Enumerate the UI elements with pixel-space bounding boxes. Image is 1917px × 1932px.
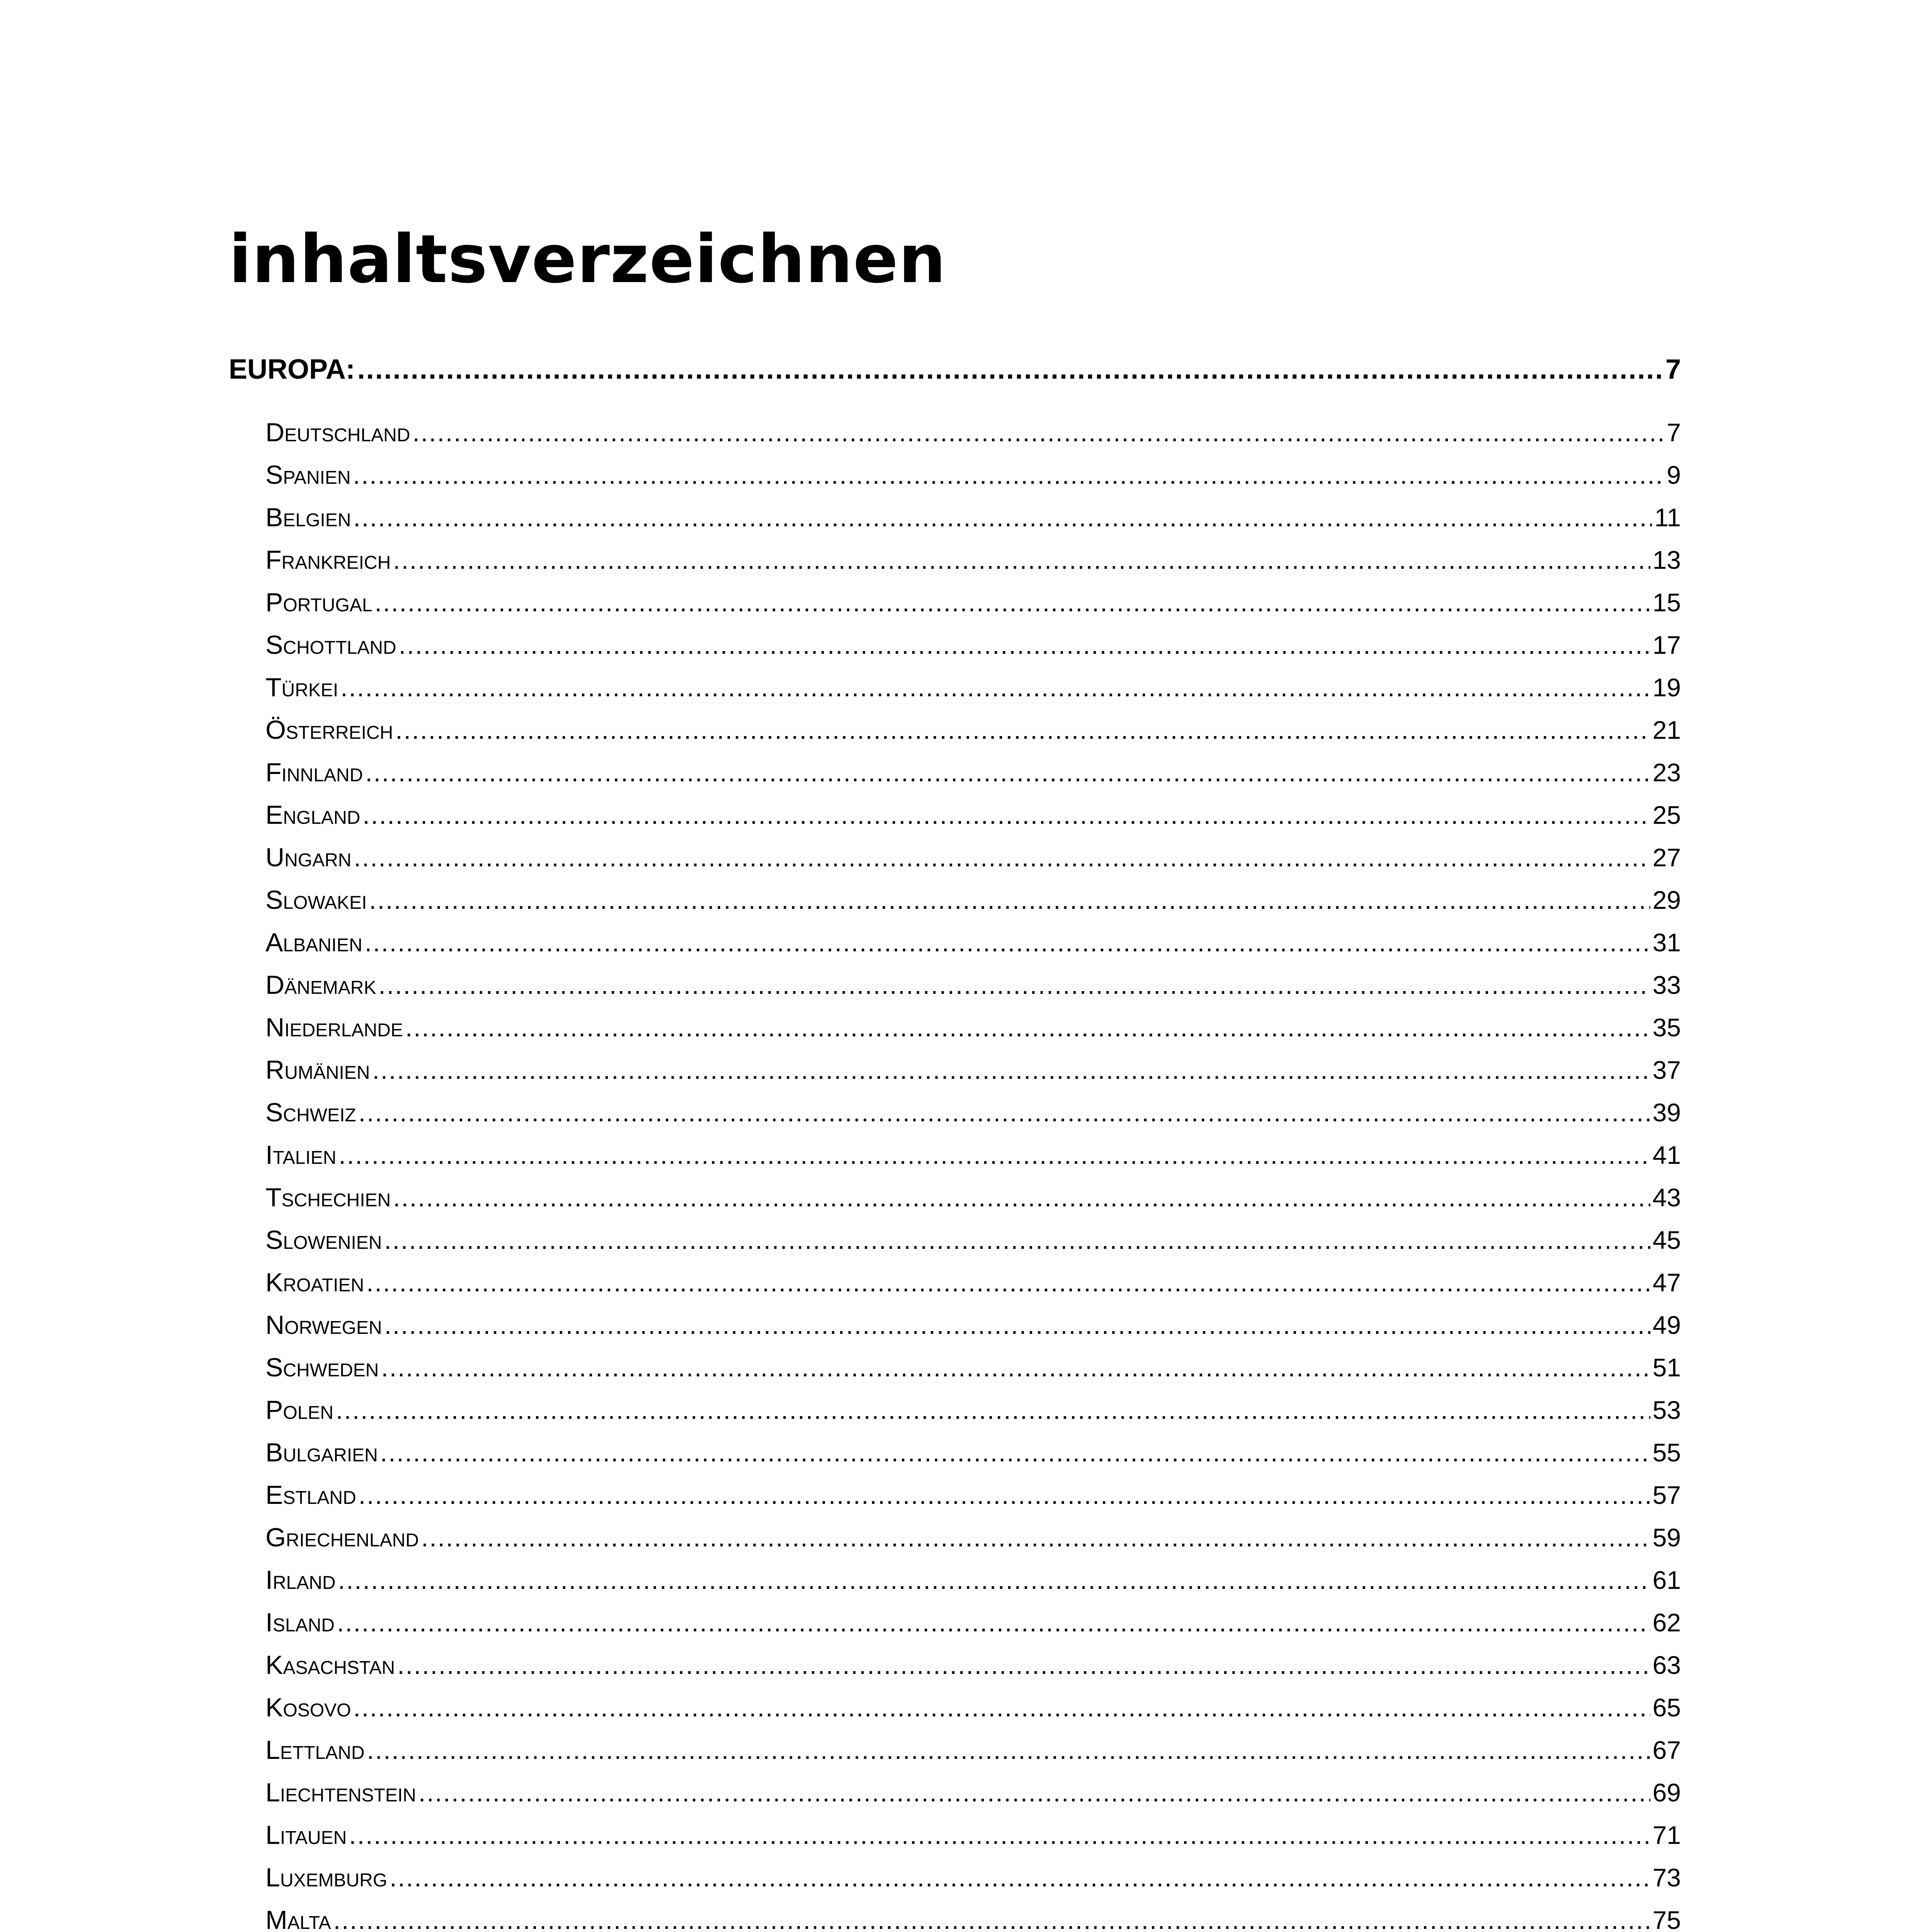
toc-leader-dots: [384, 1219, 1650, 1261]
toc-leader-dots: [413, 411, 1665, 454]
toc-entry-page: 67: [1652, 1736, 1681, 1764]
toc-leader-dots: [365, 921, 1650, 964]
toc-entry-label: Luxemburg: [265, 1863, 388, 1892]
toc-entry[interactable]: [229, 1686, 1681, 1729]
toc-entry-label: Schweiz: [265, 1098, 356, 1127]
toc-entry-label: Kasachstan: [265, 1650, 395, 1680]
toc-leader-dots: [372, 1049, 1650, 1091]
toc-entry-page: 75: [1652, 1906, 1681, 1932]
toc-entry-label: Spanien: [265, 460, 351, 490]
toc-entry-page: 29: [1652, 886, 1681, 914]
toc-entry-page: 41: [1652, 1141, 1681, 1169]
toc-leader-dots: [349, 1814, 1650, 1856]
toc-leader-dots: [357, 352, 1663, 387]
toc-entry-page: 49: [1652, 1311, 1681, 1339]
toc-leader-dots: [365, 751, 1650, 794]
toc-leader-dots: [338, 1559, 1650, 1601]
toc-entry-page: 37: [1652, 1056, 1681, 1084]
toc-leader-dots: [395, 709, 1650, 751]
toc-spacer: [229, 387, 1681, 411]
toc-entry[interactable]: [229, 1474, 1681, 1516]
toc-leader-dots: [384, 1304, 1650, 1346]
toc-section-heading[interactable]: [229, 352, 1681, 387]
toc-leader-dots: [333, 1899, 1650, 1932]
toc-entry-label: Dänemark: [265, 970, 376, 1000]
toc-entry-label: Rumänien: [265, 1055, 370, 1085]
toc-entry-page: 19: [1652, 673, 1681, 702]
toc-entry-label: Österreich: [265, 715, 393, 745]
toc-entry[interactable]: [229, 1899, 1681, 1932]
toc-entry-page: 71: [1652, 1821, 1681, 1849]
toc-entry-label: Ungarn: [265, 843, 352, 872]
toc-entry[interactable]: [229, 1134, 1681, 1176]
toc-entry[interactable]: [229, 1261, 1681, 1304]
toc-leader-dots: [359, 1091, 1650, 1134]
toc-entry-page: 57: [1652, 1481, 1681, 1509]
toc-entry[interactable]: [229, 411, 1681, 454]
toc-entry[interactable]: [229, 1729, 1681, 1771]
toc-leader-dots: [390, 1856, 1650, 1899]
toc-leader-dots: [399, 624, 1650, 666]
toc-entry-page: 69: [1652, 1778, 1681, 1807]
toc-leader-dots: [353, 1686, 1650, 1729]
toc-entry-label: Finnland: [265, 758, 363, 787]
toc-entry-page: 39: [1652, 1098, 1681, 1127]
toc-entry-page: 27: [1652, 843, 1681, 872]
toc-entry-label: Tschechien: [265, 1183, 391, 1212]
toc-entry[interactable]: [229, 1176, 1681, 1219]
toc-entry-page: 63: [1652, 1651, 1681, 1679]
toc-entry[interactable]: [229, 581, 1681, 624]
toc-entry[interactable]: [229, 794, 1681, 836]
toc-leader-dots: [340, 666, 1650, 709]
toc-leader-dots: [336, 1389, 1650, 1431]
toc-leader-dots: [369, 879, 1650, 921]
toc-entry[interactable]: [229, 1091, 1681, 1134]
toc-leader-dots: [338, 1134, 1650, 1176]
toc-entry[interactable]: [229, 539, 1681, 581]
toc-entry[interactable]: [229, 879, 1681, 921]
toc-entry-label: England: [265, 800, 361, 830]
toc-leader-dots: [362, 794, 1650, 836]
toc-entry-label: Malta: [265, 1905, 331, 1932]
toc-entry-page: 65: [1652, 1693, 1681, 1722]
toc-entry[interactable]: [229, 1304, 1681, 1346]
toc-entry-page: 45: [1652, 1226, 1681, 1254]
toc-entry-label: Norwegen: [265, 1310, 382, 1340]
toc-entry-label: Türkei: [265, 673, 338, 702]
toc-leader-dots: [353, 454, 1665, 496]
toc-entry-page: 21: [1652, 716, 1681, 744]
toc-entry-page: 17: [1652, 631, 1681, 659]
toc-entry-page: 53: [1652, 1396, 1681, 1424]
toc-entry-page: 55: [1652, 1438, 1681, 1467]
toc-leader-dots: [378, 964, 1650, 1006]
toc-leader-dots: [375, 581, 1650, 624]
table-of-contents: [229, 352, 1681, 1932]
toc-entry-page: 7: [1667, 418, 1681, 447]
toc-entry-page: 59: [1652, 1523, 1681, 1552]
toc-entry-label: Portugal: [265, 588, 373, 617]
toc-entry-page: 43: [1652, 1183, 1681, 1212]
toc-entry-label: Kroatien: [265, 1268, 364, 1297]
toc-entry-page: 73: [1652, 1863, 1681, 1892]
toc-leader-dots: [337, 1601, 1650, 1644]
page-title: inhaltsverzeichnen: [229, 220, 946, 298]
toc-entry-label: Deutschland: [265, 418, 410, 447]
toc-entry[interactable]: [229, 1771, 1681, 1814]
toc-entry-label: Kosovo: [265, 1693, 351, 1722]
toc-entry[interactable]: [229, 496, 1681, 539]
toc-entry[interactable]: [229, 836, 1681, 879]
toc-entry[interactable]: [229, 1559, 1681, 1601]
toc-entry-label: Lettland: [265, 1735, 365, 1765]
toc-entry[interactable]: [229, 709, 1681, 751]
toc-entry-label: Polen: [265, 1395, 334, 1425]
toc-entry[interactable]: [229, 921, 1681, 964]
toc-entry-label: Schottland: [265, 630, 396, 660]
toc-entry-label: Island: [265, 1608, 335, 1637]
toc-entry-label: Irland: [265, 1565, 336, 1595]
toc-entry-page: 13: [1652, 546, 1681, 574]
toc-entry-page: 61: [1652, 1566, 1681, 1594]
toc-entry[interactable]: [229, 624, 1681, 666]
toc-leader-dots: [421, 1516, 1650, 1559]
toc-entry-label: Bulgarien: [265, 1438, 378, 1467]
toc-entry-page: 31: [1652, 928, 1681, 957]
toc-entry-page: 33: [1652, 971, 1681, 999]
toc-entry[interactable]: [229, 1006, 1681, 1049]
toc-entry-label: Slowakei: [265, 885, 367, 915]
toc-leader-dots: [354, 836, 1650, 879]
toc-entry-page: 25: [1652, 801, 1681, 829]
toc-entry-page: 15: [1652, 588, 1681, 617]
toc-leader-dots: [393, 539, 1650, 581]
toc-entry[interactable]: [229, 1516, 1681, 1559]
toc-entry[interactable]: [229, 454, 1681, 496]
toc-leader-dots: [380, 1431, 1650, 1474]
toc-entry-label: Frankreich: [265, 545, 391, 575]
toc-leader-dots: [381, 1346, 1650, 1389]
toc-entry-page: 23: [1652, 758, 1681, 787]
toc-leader-dots: [393, 1176, 1650, 1219]
toc-entry-label: Albanien: [265, 928, 362, 957]
toc-leader-dots: [418, 1771, 1650, 1814]
toc-entry[interactable]: [229, 1431, 1681, 1474]
toc-leader-dots: [367, 1729, 1650, 1771]
toc-entry[interactable]: [229, 1644, 1681, 1686]
toc-leader-dots: [353, 496, 1652, 539]
toc-entry-label: Niederlande: [265, 1013, 403, 1042]
toc-entry-page: 11: [1654, 503, 1681, 532]
toc-entry-page: 47: [1652, 1268, 1681, 1297]
toc-entry[interactable]: [229, 1219, 1681, 1261]
toc-entry-page: 35: [1652, 1013, 1681, 1042]
toc-entry[interactable]: [229, 751, 1681, 794]
toc-leader-dots: [405, 1006, 1650, 1049]
toc-entry[interactable]: [229, 1389, 1681, 1431]
toc-entry[interactable]: [229, 666, 1681, 709]
toc-entry-label: Schweden: [265, 1353, 379, 1382]
toc-entry-label: Slowenien: [265, 1225, 382, 1255]
toc-entry-label: Liechtenstein: [265, 1778, 416, 1807]
toc-entry[interactable]: [229, 1601, 1681, 1644]
toc-entry-label: Litauen: [265, 1820, 347, 1850]
toc-entry-page: 62: [1652, 1608, 1681, 1637]
toc-entry-page: 9: [1667, 461, 1681, 489]
toc-entry-page: 51: [1652, 1353, 1681, 1382]
toc-entry[interactable]: [229, 1346, 1681, 1389]
toc-entry-label: Belgien: [265, 503, 351, 532]
toc-section-page: 7: [1665, 354, 1681, 385]
toc-section-label: EUROPA:: [229, 354, 355, 385]
toc-entry-label: Italien: [265, 1140, 337, 1170]
toc-entry-label: Griechenland: [265, 1523, 419, 1552]
toc-entry[interactable]: [229, 1814, 1681, 1856]
toc-leader-dots: [366, 1261, 1650, 1304]
toc-entry-label: Estland: [265, 1480, 356, 1510]
toc-entry[interactable]: [229, 1856, 1681, 1899]
toc-leader-dots: [359, 1474, 1650, 1516]
toc-leader-dots: [397, 1644, 1650, 1686]
toc-entry[interactable]: [229, 1049, 1681, 1091]
toc-entry[interactable]: [229, 964, 1681, 1006]
